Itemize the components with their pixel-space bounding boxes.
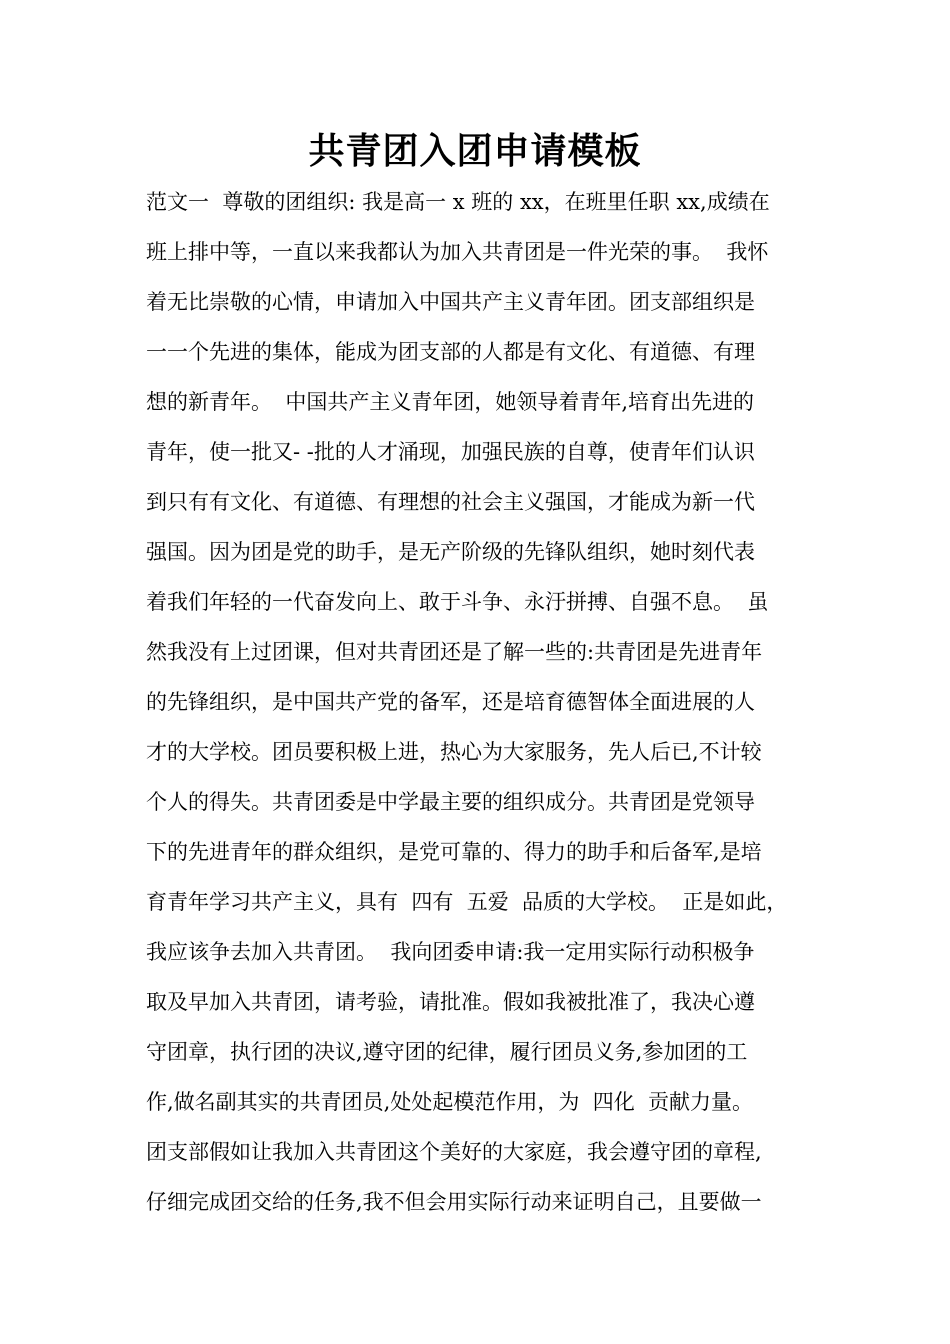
- text-line: 着无比崇敬的心情，申请加入中国共产主义青年团。团支部组织是: [146, 290, 755, 314]
- text-line: 团支部假如让我加入共青团这个美好的大家庭，我会遵守团的章程,: [146, 1140, 762, 1164]
- text-line: 的先锋组织，是中国共产党的备军，还是培育德智体全面进展的人: [146, 690, 755, 714]
- text-line: 作,做名副其实的共青团员,处处起模范作用，为 四化 贡献力量。: [146, 1090, 754, 1114]
- text-line: 想的新青年。 中国共产主义青年团，她领导着青年,培育出先进的: [146, 390, 755, 414]
- text-line: 青年，使一批又- -批的人才涌现，加强民族的自尊，使青年们认识: [146, 440, 755, 464]
- text-line: 班上排中等，一直以来我都认为加入共青团是一件光荣的事。 我怀: [146, 240, 769, 264]
- text-line: 着我们年轻的一代奋发向上、敢于斗争、永汙拼搏、自强不息。 虽: [146, 590, 769, 614]
- text-line: 到只有有文化、有道德、有理想的社会主义强国，才能成为新一代: [146, 490, 755, 514]
- text-line: 守团章，执行团的决议,遵守团的纪律，履行团员义务,参加团的工: [146, 1040, 748, 1064]
- text-line: 范文一 尊敬的团组织: 我是高一 x 班的 xx，在班里任职 xx,成绩在: [146, 190, 770, 214]
- text-line: 强国。因为团是党的助手，是无产阶级的先锋队组织，她时刻代表: [146, 540, 755, 564]
- text-line: 个人的得失。共青团委是中学最主要的组织成分。共青团是党领导: [146, 790, 755, 814]
- document-body: [146, 180, 826, 1230]
- text-line: 育青年学习共产主义，具有 四有 五爱 品质的大学校。 正是如此，: [146, 890, 788, 914]
- text-line: 仔细完成团交给的任务,我不但会用实际行动来证明自己，且要做一: [146, 1190, 762, 1214]
- text-line: 我应该争去加入共青团。 我向团委申请:我一定用实际行动积极争: [146, 940, 755, 964]
- text-line: 才的大学校。团员要积极上进，热心为大家服务，先人后已,不计较: [146, 740, 762, 764]
- document-title: 共青团入团申请模板: [308, 131, 642, 172]
- text-line: 一一个先进的集体，能成为团支部的人都是有文化、有道德、有理: [146, 340, 755, 364]
- text-line: 下的先进青年的群众组织，是党可靠的、得力的助手和后备军,是培: [146, 840, 762, 864]
- text-line: 取及早加入共青团，请考验，请批准。假如我被批准了，我决心遵: [146, 990, 755, 1014]
- text-line: 然我没有上过团课，但对共青团还是了解一些的:共青团是先进青年: [146, 640, 763, 664]
